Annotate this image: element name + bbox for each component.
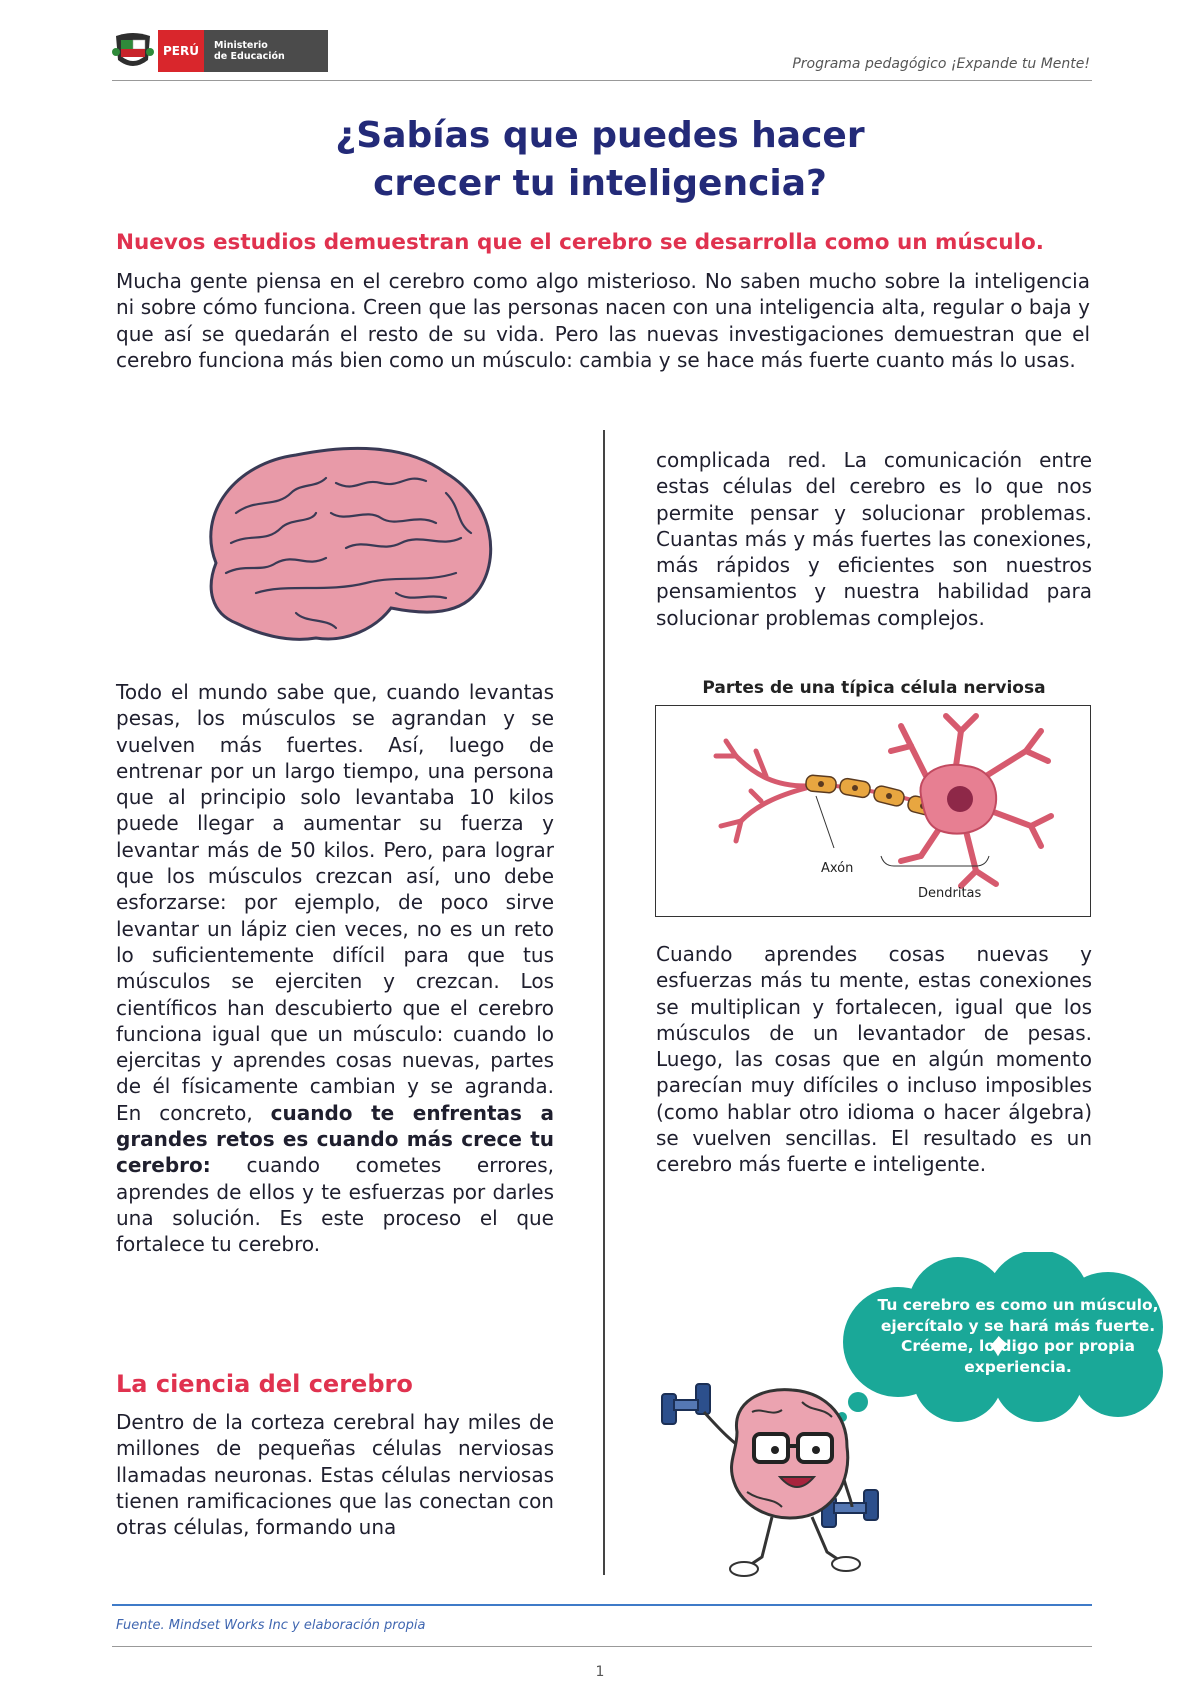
left-paragraph-start: Todo el mundo sabe que, cuando levantas pesas, los músculos se agrandan y se vuelven más fuertes. Así, luego de entrenar por un largo tiempo, una persona que al principio solo levantaba 10 kilos puede llegar a aumentar su fuerza y levantar más de 50 kilos. Pero, para lograr que los músculos crezcan así, uno debe esforzarse: por ejemplo, de poco sirve levantar un lápiz cien veces, no es un reto lo suficientemente difícil para que tus músculos se ejerciten y crezcan. Los científicos han descubierto que el cerebro funciona igual que un músculo: cuando lo ejercitas y aprendes cosas nuevas, partes de él físicamente cambian y se agranda. En concreto,	[116, 680, 554, 1125]
neuron-figure	[655, 705, 1091, 917]
dendrites-label: Dendritas	[918, 886, 982, 901]
subtitle: Nuevos estudios demuestran que el cerebro se desarrolla como un músculo.	[116, 230, 1044, 255]
intro-paragraph: Mucha gente piensa en el cerebro como algo misterioso. No saben mucho sobre la inteligencia ni sobre cómo funciona. Creen que las personas nacen con una inteligencia alta, regular o baja y que así se quedarán el resto de su vida. Pero las nuevas investigaciones demuestran que el cerebro funciona más bien como un músculo: cambia y se hace más fuerte cuanto más lo usas.	[116, 269, 1090, 372]
footer-divider	[112, 1604, 1092, 1606]
left-paragraph-end: cuando cometes errores, aprendes de ellos y te esfuerzas por darles una solución. Es este proceso el que fortalece tu cerebro.	[116, 1153, 554, 1257]
ministry-label	[204, 30, 328, 72]
axon-label: Axón	[821, 861, 854, 876]
left-paragraph	[116, 679, 554, 1258]
ministry-logo	[112, 30, 328, 72]
ministry-line-1: Ministerio	[214, 40, 268, 51]
page-number: 1	[595, 1664, 605, 1680]
section-paragraph: Dentro de la corteza cerebral hay miles de millones de pequeñas células nerviosas llamadas neuronas. Estas células nerviosas tienen ramificaciones que las conectan con otras células, formando una	[116, 1410, 554, 1540]
section-heading: La ciencia del cerebro	[116, 1370, 413, 1398]
right-paragraph-1: complicada red. La comunicación entre estas células del cerebro es lo que nos permite pensar y solucionar problemas. Cuantas más y más fuertes las conexiones, más rápidos y eficientes son nuestros pensamientos y nuestra habilidad para solucionar problemas complejos.	[656, 448, 1092, 630]
footer-divider-2	[112, 1646, 1092, 1647]
brain-illustration	[196, 443, 506, 648]
peru-coat-of-arms-icon	[112, 30, 154, 72]
source-note: Fuente. Mindset Works Inc y elaboración propia	[116, 1618, 426, 1633]
dumbbell-left	[662, 1384, 710, 1424]
ministry-line-2: de Educación	[214, 51, 285, 62]
program-label	[792, 56, 1090, 72]
title-line-1: ¿Sabías que puedes hacer	[335, 115, 865, 156]
brain-character-illustration	[652, 1372, 932, 1582]
neuron-diagram	[656, 706, 1089, 915]
header-divider	[112, 80, 1092, 81]
peru-label: PERÚ	[158, 30, 204, 72]
program-prefix: Programa pedagógico	[792, 56, 951, 72]
column-divider	[603, 430, 605, 1575]
program-name: ¡Expande tu Mente!	[950, 56, 1090, 72]
page-title	[150, 112, 1050, 208]
right-paragraph-2: Cuando aprendes cosas nuevas y esfuerzas más tu mente, estas conexiones se multiplican y fortalecen, igual que los músculos de un levantador de pesas. Luego, las cosas que en algún momento parecían muy difíciles o incluso imposibles (como hablar otro idioma o hacer álgebra) se vuelven sencillas. El resultado es un cerebro más fuerte e inteligente.	[656, 942, 1092, 1177]
left-paragraph-bold: cuando te enfrentas a grandes retos es cuando más crece tu cerebro:	[116, 1100, 554, 1178]
title-line-2: crecer tu inteligencia?	[373, 163, 827, 204]
bubble-text: Tu cerebro es como un músculo, ejercítalo y se hará más fuerte. Créeme, lo digo por propia experiencia.	[877, 1296, 1159, 1376]
figure-caption: Partes de una típica célula nerviosa	[702, 678, 1046, 698]
